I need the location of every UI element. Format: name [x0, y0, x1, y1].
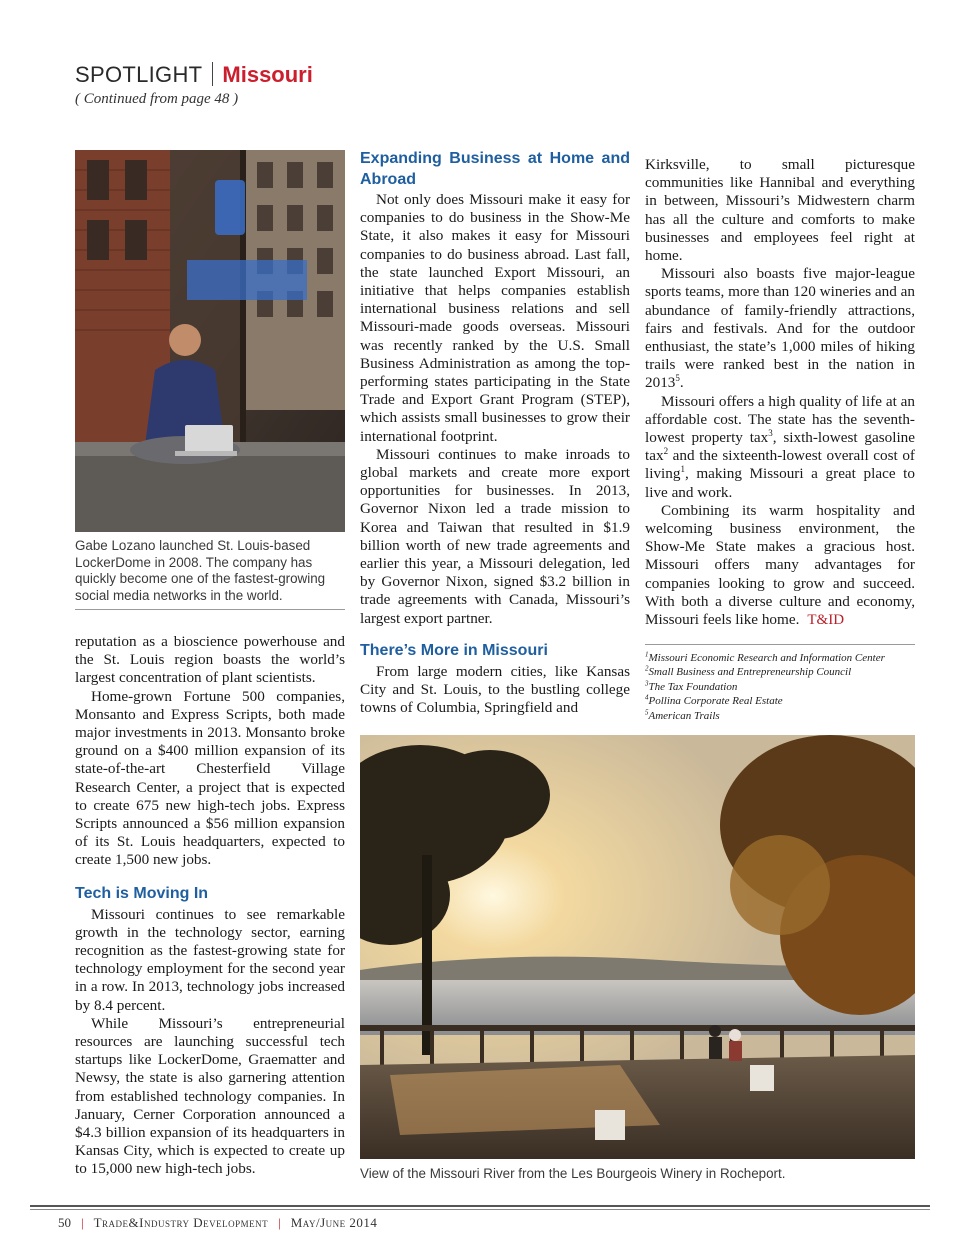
river-view-image	[360, 735, 915, 1159]
paragraph: Kirksville, to small picturesque communities like Hannibal and everything in between, Missouri’s Midwestern charm has all the culture and comforts to make businesses and employees feel right at home.	[645, 156, 915, 265]
footnotes	[645, 651, 915, 723]
subhead-tech: Tech is Moving In	[75, 884, 209, 902]
column-2	[360, 148, 630, 717]
paragraph: Missouri offers a high quality of life at an affordable cost. The state has the seventh-lowest property tax$^3$, sixth-lowest gasoline tax$^2$ and the sixteenth-lowest overall cost of living$^1$, making Missouri a great place to live and work.	[645, 392, 915, 501]
photo-missouri-river	[360, 735, 915, 1159]
issue-date: May/June 2014	[290, 1215, 378, 1230]
state-title: Missouri	[222, 62, 313, 87]
end-mark: T&ID	[807, 612, 845, 629]
paragraph: From large modern cities, like Kansas City and St. Louis, to the bustling college towns of Columbia, Springfield and	[360, 662, 630, 717]
magazine-name: Trade&Industry Development	[93, 1215, 269, 1230]
header-divider	[212, 62, 213, 86]
section-label: SPOTLIGHT	[75, 62, 203, 87]
subhead-expanding: Expanding Business at Home and Abroad	[360, 150, 630, 188]
page-number: 50	[58, 1215, 71, 1230]
photo-lockerdome	[75, 150, 345, 532]
continued-note: ( Continued from page 48 )	[75, 91, 239, 107]
lockerdome-office-image	[75, 150, 345, 532]
paragraph: While Missouri’s entrepreneurial resources are launching successful tech startups like LockerDome, Graematter and Newsy, the state is also garnering attention from established technology companies. In January, Cerner Corporation announced a $4.3 billion expansion of its headquarters in Kansas City, which is expected to create up to 15,000 new high-tech jobs.	[75, 1014, 345, 1178]
subhead-more: There’s More in Missouri	[360, 641, 548, 659]
spotlight-header	[75, 62, 313, 92]
paragraph: Missouri continues to see remarkable growth in the technology sector, earning recognition as the fastest-growing state for technology employment for the second year in a row. In 2013, technology jobs increased by 8.4 percent.	[75, 905, 345, 1014]
page-footer	[58, 1215, 377, 1231]
paragraph: Missouri also boasts five major-league sports teams, more than 120 wineries and an abundance of family-friendly attractions, fairs and festivals. And for the outdoor enthusiast, the state’s 1,000 miles of hiking trails were ranked best in the nation in 2013$^5$.	[645, 265, 915, 392]
column-3	[645, 156, 915, 629]
paragraph: Combining its warm hospitality and welcoming business environment, the Show-Me State makes a gracious host. Missouri offers many advantages for companies looking to grow and succeed. With both a diverse culture and economy, Missouri feels like home. T&ID	[645, 501, 915, 629]
paragraph: Missouri continues to make inroads to global markets and create more export opportunities for businesses. In 2013, Governor Nixon led a trade mission to Korea and Taiwan that resulted in $1.9 billion worth of new trade agreements and earlier this year, a Missouri delegation, led by Governor Nixon, signed $3.2 billion in trade agreements with Canada, Missouri’s largest export partner.	[360, 445, 630, 627]
footnote: $^1$Missouri Economic Research and Information Center	[645, 650, 885, 664]
footnote: $^4$Pollina Corporate Real Estate	[645, 693, 783, 708]
footnote: $^5$American Trails	[645, 707, 720, 722]
column-1	[75, 633, 345, 1179]
footnote: $^2$Small Business and Entrepreneurship Council	[645, 664, 852, 679]
footnote: $^3$The Tax Foundation	[645, 679, 738, 693]
footer-rule	[30, 1205, 930, 1207]
footer-separator: |	[278, 1215, 281, 1230]
photo-lockerdome-caption: Gabe Lozano launched St. Louis-based LockerDome in 2008. The company has quickly become one of the fastest-growing social media networks in the world.	[75, 538, 326, 603]
paragraph: Not only does Missouri make it easy for companies to do business in the Show-Me State, it also makes it easy for Missouri companies to do business abroad. Last fall, the state launched Export Missouri, an initiative that helps companies establish international business relations and sell Missouri-made goods overseas. Missouri was recently ranked by the U.S. Small Business Administration as among the top-performing states participating in the State Trade and Export Grant Program (STEP), which assists small businesses to grow their international footprint.	[360, 191, 630, 445]
paragraph: Home-grown Fortune 500 companies, Monsanto and Express Scripts, both made major investments in 2013. Monsanto broke ground on a $400 million expansion of its state-of-the-art Chesterfield Village Research Center, a project that is expected to create 675 new high-tech jobs. Express Scripts announced a $56 million expansion of its St. Louis headquarters, expected to create 1,500 new jobs.	[75, 687, 345, 869]
paragraph: reputation as a bioscience powerhouse and the St. Louis region boasts the world’s largest concentration of plant scientists.	[75, 633, 345, 687]
footnote-rule	[645, 644, 915, 645]
footer-separator: |	[81, 1215, 84, 1230]
photo-river-caption: View of the Missouri River from the Les Bourgeois Winery in Rocheport.	[360, 1166, 786, 1181]
caption-rule	[75, 609, 345, 610]
footer-rule-thin	[30, 1209, 930, 1210]
